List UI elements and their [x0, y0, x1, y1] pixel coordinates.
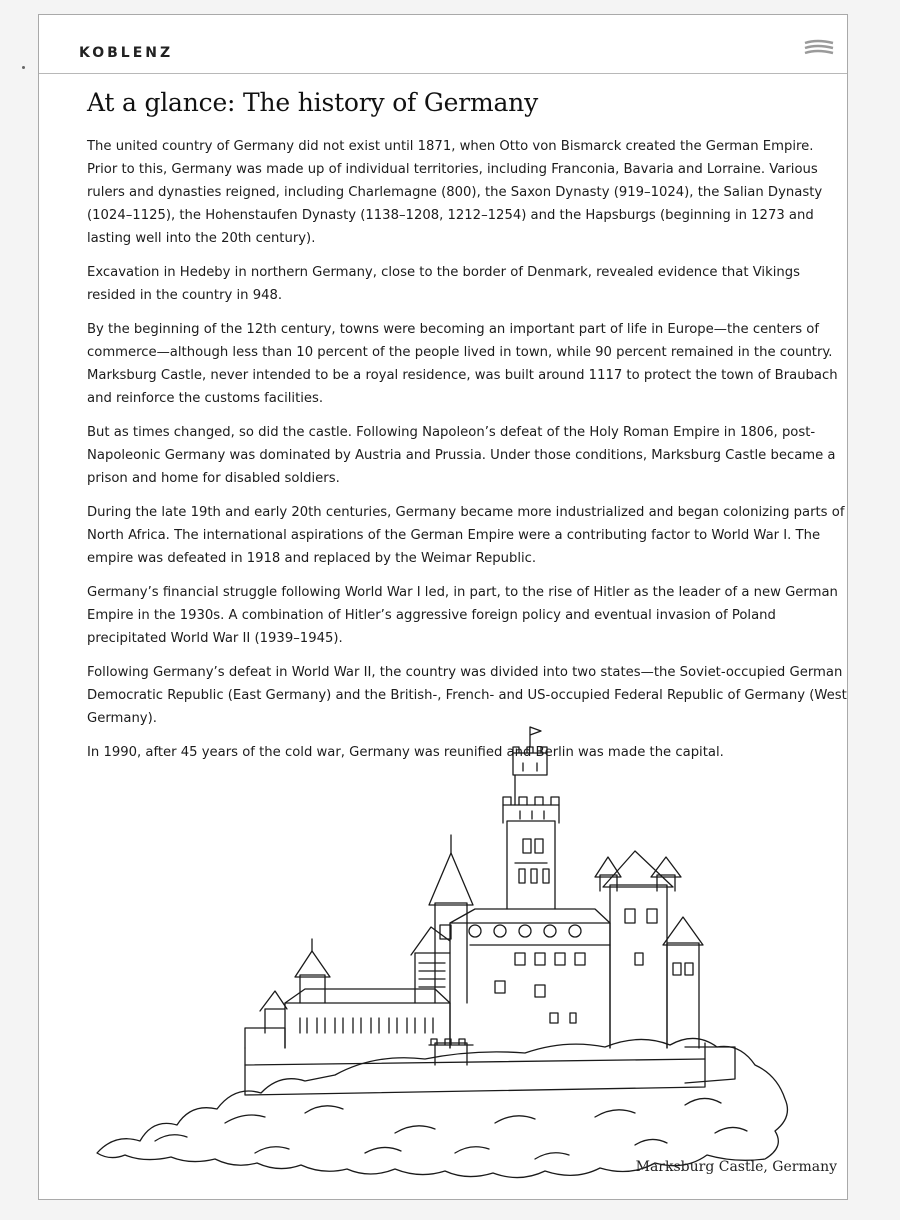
- paragraph: During the late 19th and early 20th centuries, Germany became more industrialized and began colonizing parts of North Africa. The international aspirations of the German Empire were a contributing factor to World War I. The empire was defeated in 1918 and replaced by the Weimar Republic.: [87, 505, 845, 566]
- illustration-caption: Marksburg Castle, Germany: [635, 1159, 837, 1175]
- header-divider: [39, 73, 848, 74]
- document-page: [38, 14, 848, 1200]
- paragraph: The united country of Germany did not exist until 1871, when Otto von Bismarck created the German Empire. Prior to this, Germany was made up of individual territories, including Franconia, Bavaria and Lorraine. Various rulers and dynasties reigned, including Charlemagne (800), the Saxon Dynasty (919–1024), the Salian Dynasty (1024–1125), the Hohenstaufen Dynasty (1138–1208, 1212–1254) and the Hapsburgs (beginning in 1273 and lasting well into the 20th century).: [87, 139, 823, 246]
- castle-illustration: [95, 713, 795, 1183]
- paragraph: But as times changed, so did the castle. Following Napoleon’s defeat of the Holy Roman Empire in 1806, post-Napoleonic Germany was dominated by Austria and Prussia. Under those conditions, Marksburg Castle became a prison and home for disabled soldiers.: [87, 425, 836, 486]
- article-title: At a glance: The history of Germany: [87, 88, 538, 117]
- paragraph: By the beginning of the 12th century, towns were becoming an important part of life in Europe—the centers of commerce—although less than 10 percent of the people lived in town, while 90 percent remained in the country. Marksburg Castle, never intended to be a royal residence, was built around 1117 to protect the town of Braubach and reinforce the customs facilities.: [87, 322, 838, 406]
- paragraph: In 1990, after 45 years of the cold war, Germany was reunified and Berlin was made the capital.: [87, 745, 724, 760]
- paragraph: Excavation in Hedeby in northern Germany, close to the border of Denmark, revealed evidence that Vikings resided in the country in 948.: [87, 265, 800, 303]
- viking-ship-logo-icon: [803, 37, 835, 59]
- paragraph: Following Germany’s defeat in World War II, the country was divided into two states—the Soviet-occupied German Democratic Republic (East Germany) and the British-, French- and US-occupied Federal Republic of Germany (West Germany).: [87, 665, 847, 726]
- scan-speck: [22, 66, 25, 69]
- paragraph: Germany’s financial struggle following World War I led, in part, to the rise of Hitler as the leader of a new German Empire in the 1930s. A combination of Hitler’s aggressive foreign policy and eventual invasion of Poland precipitated World War II (1939–1945).: [87, 585, 838, 646]
- article-body: [87, 135, 847, 775]
- section-label: KOBLENZ: [79, 45, 174, 61]
